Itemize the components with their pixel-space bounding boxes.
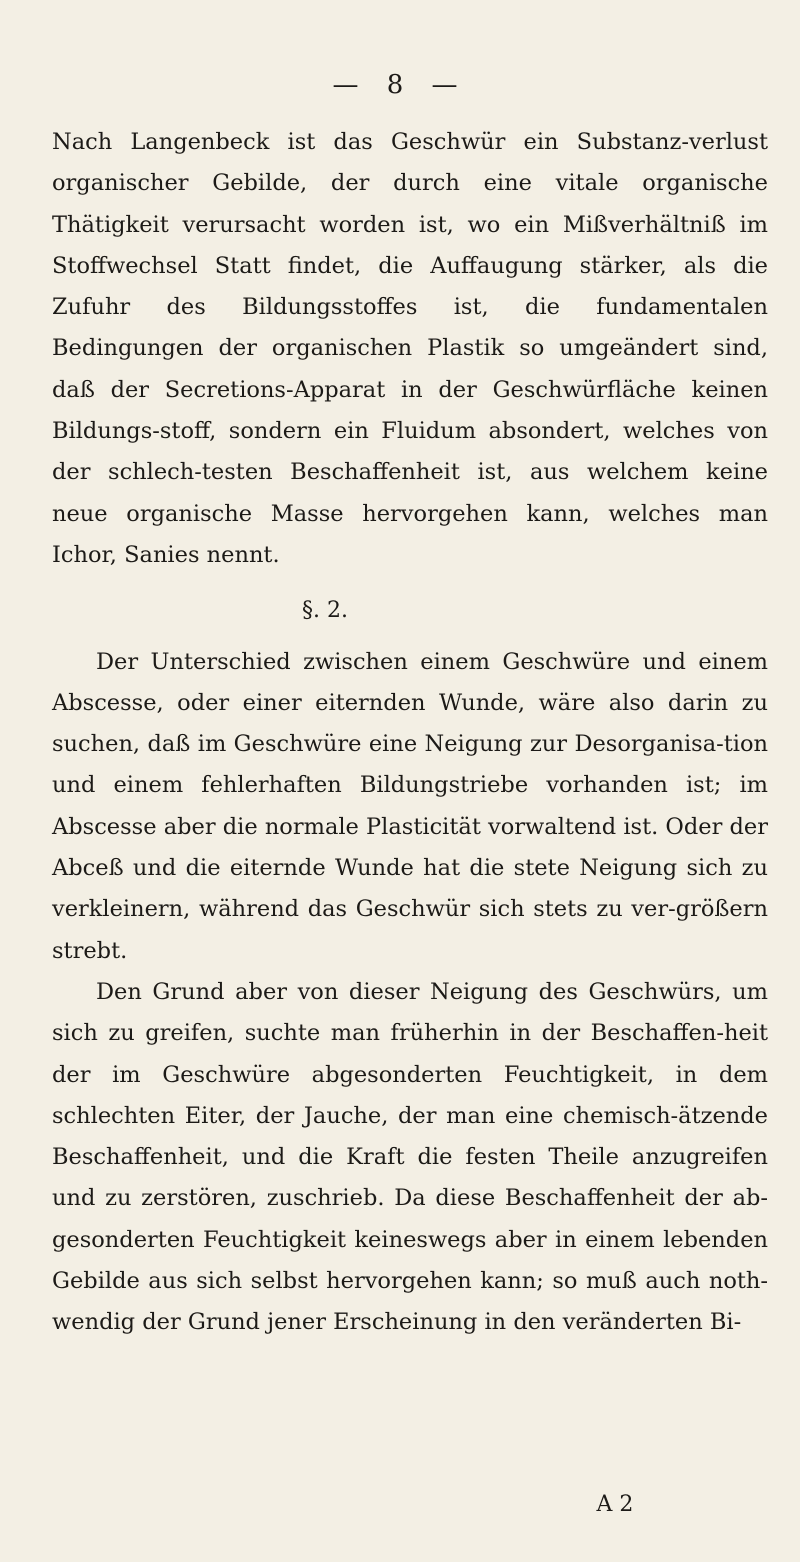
signature-mark: A 2 bbox=[596, 1492, 634, 1517]
paragraph-1: Nach Langenbeck ist das Geschwür ein Substanz-verlust organischer Gebilde, der durch eine vitale organische Thätigkeit verursacht worden ist, wo ein Mißverhältniß im Stoffwechsel Statt findet, die Auffaugung stärker, als die Zufuhr des Bildungsstoffes ist, die fundamentalen Bedingungen der organischen Plastik so umgeändert sind, daß der Secretions-Apparat in der Geschwürfläche keinen Bildungs-stoff, sondern ein Fluidum absondert, welches von der schlech-testen Beschaffenheit ist, aus welchem keine neue organische Masse hervorgehen kann, welches man Ichor, Sanies nennt. bbox=[52, 129, 768, 568]
page-number-header: — 8 — bbox=[332, 70, 468, 100]
section-mark: §. 2. bbox=[302, 598, 348, 624]
body-text bbox=[52, 122, 768, 1344]
paragraph-2: Der Unterschied zwischen einem Geschwüre und einem Abscesse, oder einer eiternden Wunde, wäre also darin zu suchen, daß im Geschwüre eine Neigung zur Desorganisa-tion und einem fehlerhaften Bildungstriebe vorhanden ist; im Abscesse aber die normale Plasticität vorwaltend ist. Oder der Abceß und die eiternde Wunde hat die stete Neigung sich zu verkleinern, während das Geschwür sich stets zu ver-größern strebt. bbox=[52, 648, 768, 964]
paragraph-3: Den Grund aber von dieser Neigung des Geschwürs, um sich zu greifen, suchte man früherhin in der Beschaffen-heit der im Geschwüre abgesonderten Feuchtigkeit, in dem schlechten Eiter, der Jauche, der man eine chemisch-ätzende Beschaffenheit, und die Kraft die festen Theile anzugreifen und zu zerstören, zuschrieb. Da diese Beschaffenheit der ab-gesonderten Feuchtigkeit keineswegs aber in einem lebenden Gebilde aus sich selbst hervorgehen kann; so muß auch noth-wendig der Grund jener Erscheinung in den veränderten Bi- bbox=[52, 978, 768, 1336]
